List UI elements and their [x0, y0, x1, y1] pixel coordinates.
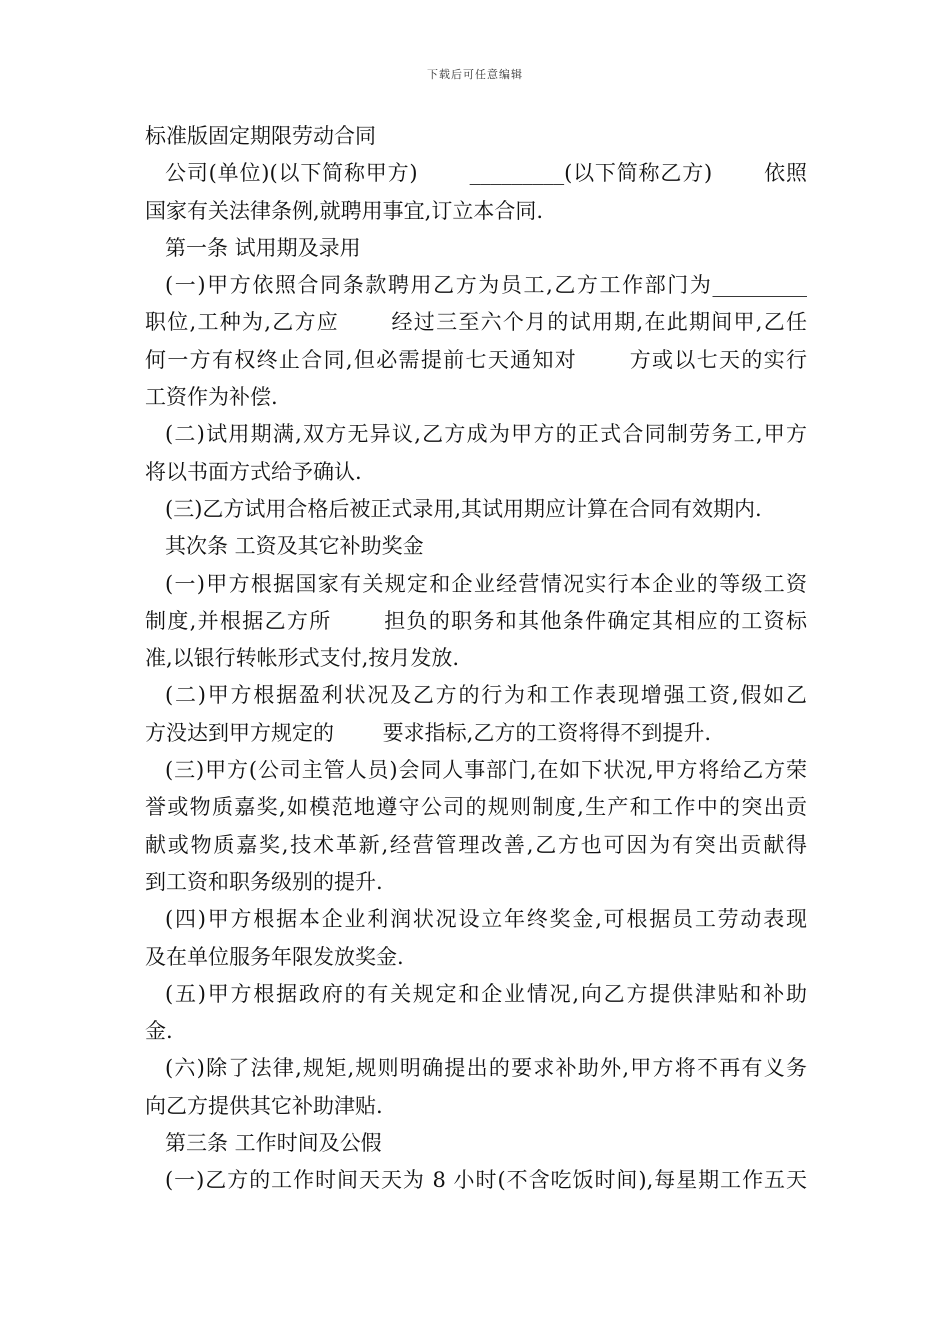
text-line: 职位,工种为,乙方应 经过三至六个月的试用期,在此期间甲,乙任	[145, 310, 807, 335]
text-line: 制度,并根据乙方所 担负的职务和其他条件确定其相应的工资标	[145, 608, 807, 633]
text-line: 及在单位服务年限发放奖金.	[145, 944, 404, 969]
text-line: (三)乙方试用合格后被正式录用,其试用期应计算在合同有效期内.	[165, 496, 762, 521]
text-line: 国家有关法律条例,就聘用事宜,订立本合同.	[145, 198, 544, 223]
text-line: 何一方有权终止合同,但必需提前七天通知对 方或以七天的实行	[145, 347, 807, 372]
text-line: 向乙方提供其它补助津贴.	[145, 1093, 383, 1118]
text-line: 方没达到甲方规定的 要求指标,乙方的工资将得不到提升.	[145, 720, 712, 745]
text-line: 第三条 工作时间及公假	[165, 1131, 382, 1156]
text-line: 第一条 试用期及录用	[165, 235, 361, 260]
document-title: 标准版固定期限劳动合同	[145, 124, 376, 148]
text-line: 金.	[145, 1019, 173, 1044]
text-line: (一)甲方依照合同条款聘用乙方为员工,乙方工作部门为_________	[165, 273, 807, 298]
text-line: 准,以银行转帐形式支付,按月发放.	[145, 646, 460, 671]
text-line: 公司(单位)(以下简称甲方) _________(以下简称乙方) 依照	[165, 161, 807, 186]
header-note: 下载后可任意编辑	[427, 68, 523, 81]
text-line: (六)除了法律,规矩,规则明确提出的要求补助外,甲方将不再有义务	[165, 1056, 807, 1081]
text-line: (三)甲方(公司主管人员)会同人事部门,在如下状况,甲方将给乙方荣	[165, 758, 807, 783]
document-body	[145, 118, 807, 1200]
text-line: (二)试用期满,双方无异议,乙方成为甲方的正式合同制劳务工,甲方	[165, 422, 807, 447]
text-line: 其次条 工资及其它补助奖金	[165, 534, 424, 559]
text-line: (四)甲方根据本企业利润状况设立年终奖金,可根据员工劳动表现	[165, 907, 807, 932]
text-line: 工资作为补偿.	[145, 385, 278, 410]
text-line: 到工资和职务级别的提升.	[145, 869, 383, 894]
text-line: 将以书面方式给予确认.	[145, 459, 362, 484]
text-line: 誉或物质嘉奖,如模范地遵守公司的规则制度,生产和工作中的突出贡	[145, 795, 807, 820]
text-line: (二)甲方根据盈利状况及乙方的行为和工作表现增强工资,假如乙	[165, 683, 807, 708]
text-line: (五)甲方根据政府的有关规定和企业情况,向乙方提供津贴和补助	[165, 981, 807, 1006]
text-line: (一)甲方根据国家有关规定和企业经营情况实行本企业的等级工资	[165, 571, 807, 596]
text-line: 献或物质嘉奖,技术革新,经营管理改善,乙方也可因为有突出贡献得	[145, 832, 807, 857]
text-line: (一)乙方的工作时间天天为 8 小时(不含吃饭时间),每星期工作五天	[165, 1168, 807, 1193]
